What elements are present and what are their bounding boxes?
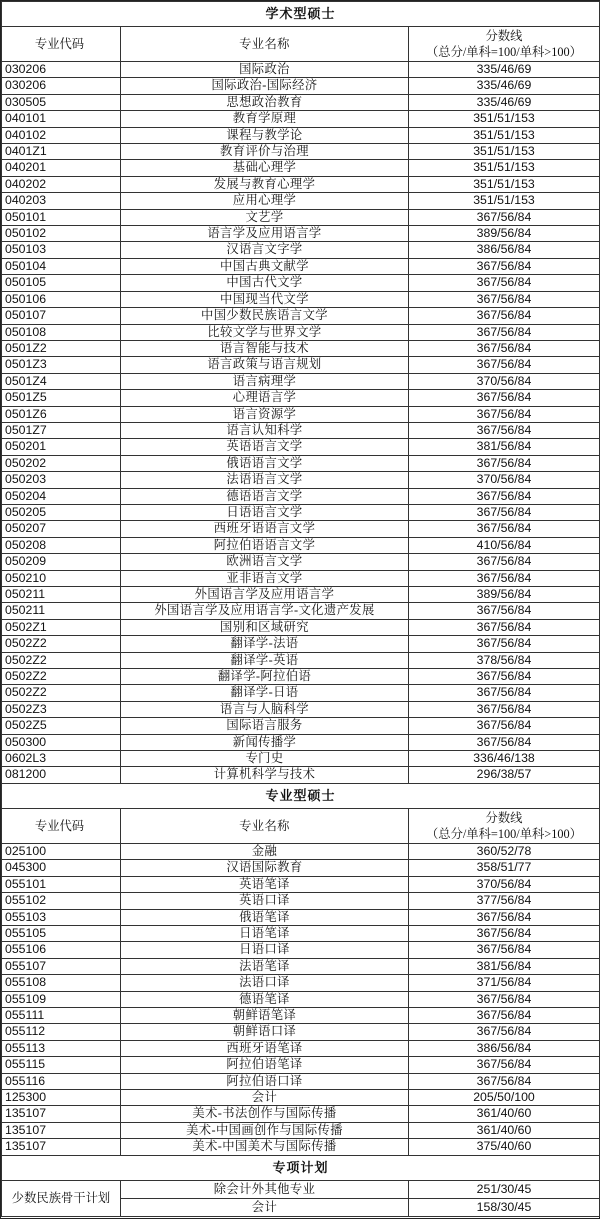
major-name: 基础心理学	[121, 160, 409, 176]
major-code: 030206	[2, 62, 121, 78]
table-row	[2, 160, 600, 176]
table-row	[2, 1040, 600, 1056]
major-name: 国际语言服务	[121, 718, 409, 734]
major-name: 德语语言文学	[121, 488, 409, 504]
major-code: 055115	[2, 1057, 121, 1073]
major-code: 055116	[2, 1073, 121, 1089]
score-value: 296/38/57	[409, 767, 600, 783]
column-header-row	[2, 808, 600, 843]
major-name: 翻译学-法语	[121, 636, 409, 652]
major-name: 语言资源学	[121, 406, 409, 422]
major-name: 外国语言学及应用语言学	[121, 587, 409, 603]
table-row	[2, 340, 600, 356]
table-row	[2, 455, 600, 471]
table-row	[2, 275, 600, 291]
major-code: 055103	[2, 909, 121, 925]
score-value: 367/56/84	[409, 258, 600, 274]
major-name: 语言认知科学	[121, 422, 409, 438]
major-code: 135107	[2, 1106, 121, 1122]
score-value: 367/56/84	[409, 570, 600, 586]
header-name: 专业名称	[121, 27, 409, 62]
major-code: 055108	[2, 975, 121, 991]
table-row	[2, 488, 600, 504]
table-row	[2, 242, 600, 258]
major-name: 思想政治教育	[121, 94, 409, 110]
major-code: 050103	[2, 242, 121, 258]
score-value: 367/56/84	[409, 909, 600, 925]
header-code: 专业代码	[2, 27, 121, 62]
major-name: 比较文学与世界文学	[121, 324, 409, 340]
major-code: 0502Z5	[2, 718, 121, 734]
major-name: 日语笔译	[121, 925, 409, 941]
score-value: 367/56/84	[409, 324, 600, 340]
professional-section	[2, 783, 600, 1155]
section-title-professional: 专业型硕士	[2, 783, 600, 808]
score-value: 335/46/69	[409, 94, 600, 110]
table-row	[2, 1057, 600, 1073]
major-name: 会计	[121, 1198, 409, 1216]
major-code: 050204	[2, 488, 121, 504]
major-name: 亚非语言文学	[121, 570, 409, 586]
score-value: 361/40/60	[409, 1122, 600, 1138]
table-row	[2, 860, 600, 876]
score-value: 351/51/153	[409, 160, 600, 176]
header-score-line2: （总分/单科=100/单科>100）	[426, 826, 582, 841]
table-row	[2, 472, 600, 488]
major-code: 0501Z2	[2, 340, 121, 356]
table-row	[2, 685, 600, 701]
table-row	[2, 876, 600, 892]
major-code: 055109	[2, 991, 121, 1007]
major-name: 计算机科学与技术	[121, 767, 409, 783]
score-value: 381/56/84	[409, 958, 600, 974]
major-code: 025100	[2, 843, 121, 859]
score-value: 367/56/84	[409, 991, 600, 1007]
score-value: 367/56/84	[409, 1007, 600, 1023]
major-name: 汉语国际教育	[121, 860, 409, 876]
score-value: 358/51/77	[409, 860, 600, 876]
major-code: 040102	[2, 127, 121, 143]
major-code: 050211	[2, 587, 121, 603]
major-code: 050202	[2, 455, 121, 471]
major-name: 国别和区域研究	[121, 619, 409, 635]
table-row	[2, 958, 600, 974]
major-name: 教育学原理	[121, 111, 409, 127]
table-row	[2, 652, 600, 668]
major-name: 欧洲语言文学	[121, 554, 409, 570]
major-name: 英语笔译	[121, 876, 409, 892]
table-row	[2, 291, 600, 307]
major-name: 俄语语言文学	[121, 455, 409, 471]
header-score-line2: （总分/单科=100/单科>100）	[426, 45, 582, 59]
major-name: 阿拉伯语语言文学	[121, 537, 409, 553]
table-row	[2, 554, 600, 570]
major-name: 课程与教学论	[121, 127, 409, 143]
table-row	[2, 144, 600, 160]
table-row	[2, 111, 600, 127]
table-row	[2, 925, 600, 941]
major-name: 阿拉伯语口译	[121, 1073, 409, 1089]
table-row	[2, 537, 600, 553]
table-row	[2, 422, 600, 438]
major-name: 英语语言文学	[121, 439, 409, 455]
score-value: 351/51/153	[409, 111, 600, 127]
major-code: 040201	[2, 160, 121, 176]
score-value: 367/56/84	[409, 308, 600, 324]
major-name: 翻译学-日语	[121, 685, 409, 701]
major-code: 0602L3	[2, 751, 121, 767]
score-value: 335/46/69	[409, 62, 600, 78]
major-name: 美术-中国美术与国际传播	[121, 1139, 409, 1155]
table-row	[2, 942, 600, 958]
major-code: 0501Z5	[2, 390, 121, 406]
score-value: 360/52/78	[409, 843, 600, 859]
major-name: 法语语言文学	[121, 472, 409, 488]
score-value: 351/51/153	[409, 144, 600, 160]
major-name: 心理语言学	[121, 390, 409, 406]
major-name: 翻译学-阿拉伯语	[121, 669, 409, 685]
table-row	[2, 258, 600, 274]
score-value: 367/56/84	[409, 504, 600, 520]
score-value: 389/56/84	[409, 587, 600, 603]
major-code: 0502Z1	[2, 619, 121, 635]
score-value: 336/46/138	[409, 751, 600, 767]
major-name: 新闻传播学	[121, 734, 409, 750]
major-name: 除会计外其他专业	[121, 1180, 409, 1198]
score-value: 367/56/84	[409, 275, 600, 291]
major-code: 055106	[2, 942, 121, 958]
score-value: 367/56/84	[409, 701, 600, 717]
major-name: 国际政治	[121, 62, 409, 78]
header-score-line1: 分数线	[485, 810, 523, 825]
score-value: 370/56/84	[409, 472, 600, 488]
table-row	[2, 357, 600, 373]
table-row	[2, 406, 600, 422]
major-code: 050211	[2, 603, 121, 619]
score-value: 367/56/84	[409, 669, 600, 685]
table-row	[2, 78, 600, 94]
table-row	[2, 1024, 600, 1040]
score-value: 367/56/84	[409, 357, 600, 373]
score-value: 386/56/84	[409, 242, 600, 258]
score-value: 335/46/69	[409, 78, 600, 94]
major-name: 英语口译	[121, 893, 409, 909]
section-title-special: 专项计划	[2, 1155, 600, 1180]
major-name: 法语笔译	[121, 958, 409, 974]
score-value: 367/56/84	[409, 942, 600, 958]
table-row	[2, 570, 600, 586]
table-row	[2, 1089, 600, 1105]
major-code: 050105	[2, 275, 121, 291]
score-value: 251/30/45	[409, 1180, 600, 1198]
header-score	[409, 808, 600, 843]
score-value: 367/56/84	[409, 422, 600, 438]
table-row	[2, 521, 600, 537]
table-row	[2, 701, 600, 717]
score-value: 375/40/60	[409, 1139, 600, 1155]
score-value: 367/56/84	[409, 603, 600, 619]
table-row	[2, 1122, 600, 1138]
table-row	[2, 226, 600, 242]
table-row	[2, 975, 600, 991]
major-name: 俄语笔译	[121, 909, 409, 925]
major-name: 语言学及应用语言学	[121, 226, 409, 242]
major-name: 西班牙语笔译	[121, 1040, 409, 1056]
major-code: 050102	[2, 226, 121, 242]
major-name: 中国古典文献学	[121, 258, 409, 274]
score-value: 370/56/84	[409, 876, 600, 892]
score-value: 367/56/84	[409, 619, 600, 635]
score-value: 367/56/84	[409, 209, 600, 225]
score-value: 361/40/60	[409, 1106, 600, 1122]
major-code: 050108	[2, 324, 121, 340]
major-name: 日语语言文学	[121, 504, 409, 520]
table-row	[2, 373, 600, 389]
major-code: 055105	[2, 925, 121, 941]
score-value: 205/50/100	[409, 1089, 600, 1105]
major-name: 语言与人脑科学	[121, 701, 409, 717]
major-code: 0501Z7	[2, 422, 121, 438]
major-code: 0502Z2	[2, 652, 121, 668]
table-row	[2, 587, 600, 603]
major-name: 中国少数民族语言文学	[121, 308, 409, 324]
major-code: 0501Z6	[2, 406, 121, 422]
major-code: 055102	[2, 893, 121, 909]
table-row	[2, 619, 600, 635]
score-value: 158/30/45	[409, 1198, 600, 1216]
score-value: 367/56/84	[409, 406, 600, 422]
major-name: 中国现当代文学	[121, 291, 409, 307]
header-score	[409, 27, 600, 62]
score-value: 367/56/84	[409, 636, 600, 652]
column-header-row	[2, 27, 600, 62]
score-value: 367/56/84	[409, 1024, 600, 1040]
major-name: 语言政策与语言规划	[121, 357, 409, 373]
table-row	[2, 504, 600, 520]
score-value: 367/56/84	[409, 488, 600, 504]
score-value: 351/51/153	[409, 193, 600, 209]
major-code: 045300	[2, 860, 121, 876]
major-code: 0502Z3	[2, 701, 121, 717]
major-code: 0502Z2	[2, 685, 121, 701]
major-code: 055107	[2, 958, 121, 974]
score-value: 377/56/84	[409, 893, 600, 909]
major-code: 055112	[2, 1024, 121, 1040]
major-name: 会计	[121, 1089, 409, 1105]
table-row	[2, 94, 600, 110]
table-row	[2, 636, 600, 652]
score-value: 367/56/84	[409, 685, 600, 701]
score-value: 367/56/84	[409, 291, 600, 307]
major-code: 0501Z3	[2, 357, 121, 373]
major-code: 050210	[2, 570, 121, 586]
major-name: 德语笔译	[121, 991, 409, 1007]
major-name: 朝鲜语笔译	[121, 1007, 409, 1023]
major-code: 030505	[2, 94, 121, 110]
major-name: 日语口译	[121, 942, 409, 958]
score-value: 410/56/84	[409, 537, 600, 553]
major-name: 阿拉伯语笔译	[121, 1057, 409, 1073]
special-plan-label: 少数民族骨干计划	[2, 1180, 121, 1216]
table-row	[2, 734, 600, 750]
score-value: 371/56/84	[409, 975, 600, 991]
score-value: 367/56/84	[409, 521, 600, 537]
major-code: 050104	[2, 258, 121, 274]
section-title-row	[2, 783, 600, 808]
major-code: 050300	[2, 734, 121, 750]
major-code: 055101	[2, 876, 121, 892]
major-code: 030206	[2, 78, 121, 94]
score-value: 367/56/84	[409, 1057, 600, 1073]
score-value: 367/56/84	[409, 718, 600, 734]
score-value: 378/56/84	[409, 652, 600, 668]
major-code: 0401Z1	[2, 144, 121, 160]
score-value: 389/56/84	[409, 226, 600, 242]
major-code: 050205	[2, 504, 121, 520]
header-name: 专业名称	[121, 808, 409, 843]
score-value: 351/51/153	[409, 176, 600, 192]
major-code: 125300	[2, 1089, 121, 1105]
table-row	[2, 308, 600, 324]
score-value: 370/56/84	[409, 373, 600, 389]
score-value: 386/56/84	[409, 1040, 600, 1056]
major-code: 050101	[2, 209, 121, 225]
table-row	[2, 1180, 600, 1198]
score-value: 381/56/84	[409, 439, 600, 455]
major-name: 国际政治-国际经济	[121, 78, 409, 94]
academic-section	[2, 2, 600, 784]
major-name: 教育评价与治理	[121, 144, 409, 160]
table-row	[2, 767, 600, 783]
table-row	[2, 1007, 600, 1023]
major-code: 050106	[2, 291, 121, 307]
major-code: 050209	[2, 554, 121, 570]
table-row	[2, 439, 600, 455]
major-name: 法语口译	[121, 975, 409, 991]
score-value: 367/56/84	[409, 340, 600, 356]
major-name: 汉语言文字学	[121, 242, 409, 258]
score-value: 351/51/153	[409, 127, 600, 143]
major-code: 081200	[2, 767, 121, 783]
table-row	[2, 193, 600, 209]
table-row	[2, 843, 600, 859]
table-row	[2, 603, 600, 619]
major-name: 西班牙语语言文学	[121, 521, 409, 537]
table-row	[2, 390, 600, 406]
major-code: 050203	[2, 472, 121, 488]
score-value: 367/56/84	[409, 554, 600, 570]
major-name: 专门史	[121, 751, 409, 767]
section-title-academic: 学术型硕士	[2, 2, 600, 27]
major-code: 040203	[2, 193, 121, 209]
score-value: 367/56/84	[409, 390, 600, 406]
major-code: 050107	[2, 308, 121, 324]
table-row	[2, 893, 600, 909]
major-code: 050207	[2, 521, 121, 537]
major-code: 135107	[2, 1122, 121, 1138]
score-value: 367/56/84	[409, 455, 600, 471]
major-code: 055113	[2, 1040, 121, 1056]
score-value: 367/56/84	[409, 925, 600, 941]
major-code: 050201	[2, 439, 121, 455]
major-name: 外国语言学及应用语言学-文化遗产发展	[121, 603, 409, 619]
major-code: 0501Z4	[2, 373, 121, 389]
table-row	[2, 209, 600, 225]
major-code: 0502Z2	[2, 669, 121, 685]
major-name: 中国古代文学	[121, 275, 409, 291]
major-code: 040202	[2, 176, 121, 192]
major-name: 美术-书法创作与国际传播	[121, 1106, 409, 1122]
table-row	[2, 324, 600, 340]
score-value: 367/56/84	[409, 734, 600, 750]
score-table	[1, 1, 600, 1217]
major-code: 055111	[2, 1007, 121, 1023]
section-title-row	[2, 1155, 600, 1180]
major-name: 朝鲜语口译	[121, 1024, 409, 1040]
table-row	[2, 1073, 600, 1089]
score-value: 367/56/84	[409, 1073, 600, 1089]
table-row	[2, 718, 600, 734]
major-name: 应用心理学	[121, 193, 409, 209]
major-code: 040101	[2, 111, 121, 127]
table-row	[2, 1106, 600, 1122]
table-row	[2, 909, 600, 925]
table-row	[2, 62, 600, 78]
major-code: 050208	[2, 537, 121, 553]
table-row	[2, 176, 600, 192]
header-code: 专业代码	[2, 808, 121, 843]
major-name: 发展与教育心理学	[121, 176, 409, 192]
major-name: 语言病理学	[121, 373, 409, 389]
header-score-line1: 分数线	[485, 29, 523, 43]
special-section	[2, 1155, 600, 1216]
major-name: 金融	[121, 843, 409, 859]
major-name: 美术-中国画创作与国际传播	[121, 1122, 409, 1138]
major-name: 文艺学	[121, 209, 409, 225]
major-name: 语言智能与技术	[121, 340, 409, 356]
major-code: 135107	[2, 1139, 121, 1155]
section-title-row	[2, 2, 600, 27]
table-row	[2, 751, 600, 767]
table-row	[2, 127, 600, 143]
major-code: 0502Z2	[2, 636, 121, 652]
table-row	[2, 1139, 600, 1155]
table-row	[2, 991, 600, 1007]
table-row	[2, 669, 600, 685]
major-name: 翻译学-英语	[121, 652, 409, 668]
